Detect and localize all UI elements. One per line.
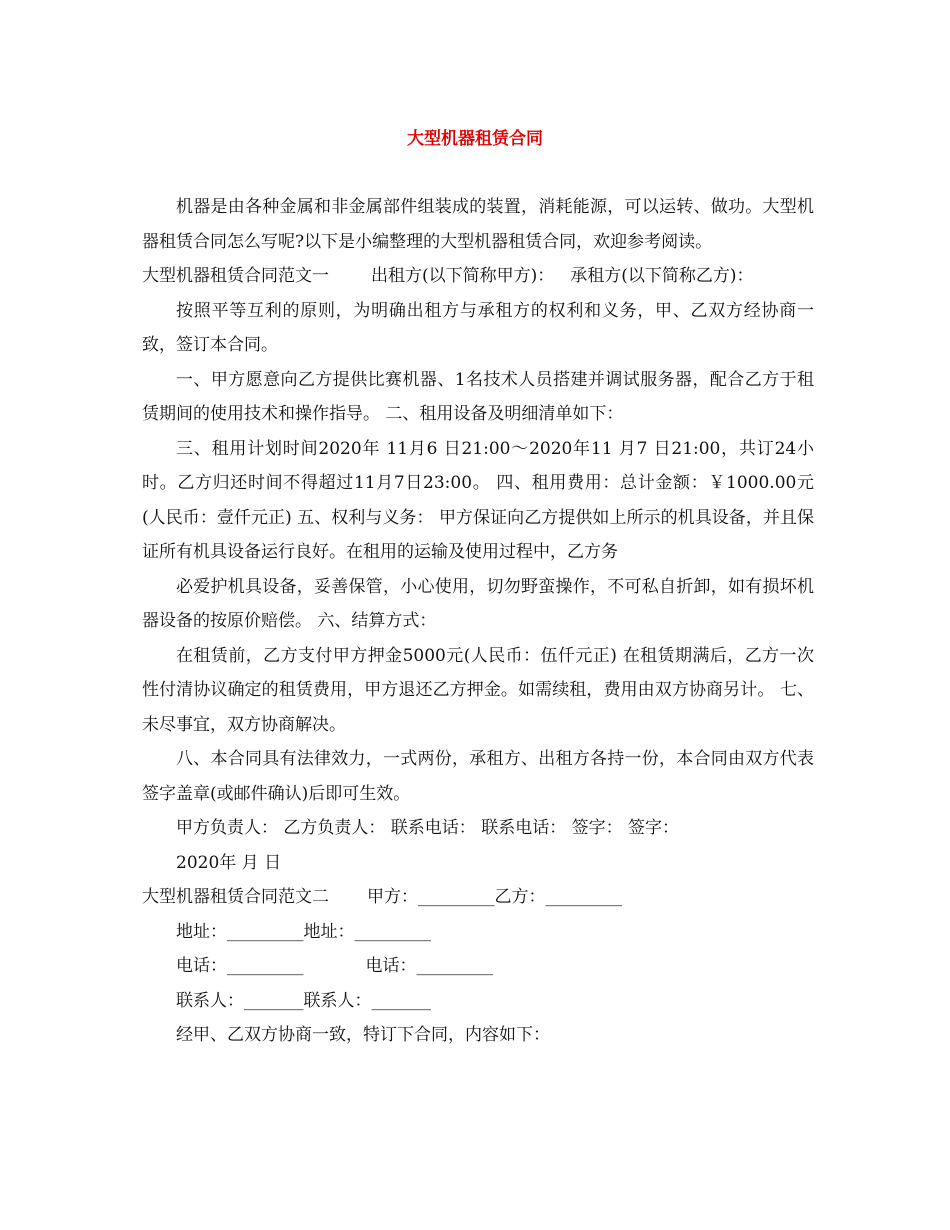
party-a-phone: 电话：_________ [176,956,304,976]
principle-paragraph: 按照平等互利的原则，为明确出租方与承租方的权利和义务，甲、乙双方经协商一致，签订本合同。 [142,300,814,355]
settlement-paragraph: 在租赁前，乙方支付甲方押金5000元(人民币：伍仟元正) 在租赁期满后，乙方一次性付清协议确定的租赁费用，甲方退还乙方押金。如需续租，费用由双方协商另计。 七、未尽事宜，双方协商解决。 [142,645,814,735]
date-line: 2020年 月 日 [176,852,282,873]
contact-person-line: 联系人：_______联系人：_______ [176,990,431,1011]
clause-five-continued-paragraph: 必爱护机具设备，妥善保管，小心使用，切勿野蛮操作，不可私自折卸，如有损坏机器设备的按原价赔偿。 六、结算方式： [142,576,814,631]
sample-two-header-line [142,880,814,915]
lessor-label: 出租方(以下简称甲方)： [371,266,555,286]
lessee-label: 承租方(以下简称乙方)： [570,266,754,286]
sample-one-header-line [142,259,814,294]
agreement-intro-line: 经甲、乙双方协商一致，特订下合同，内容如下： [176,1025,550,1045]
sample-one-heading: 大型机器租赁合同范文一 [142,266,329,286]
clause-eight-paragraph: 八、本合同具有法律效力，一式两份，承租方、出租方各持一份，本合同由双方代表签字盖章(或邮件确认)后即可生效。 [142,749,814,804]
address-line: 地址：_________地址：_________ [176,921,431,942]
party-names-line: 甲方：_________乙方：_________ [367,887,622,907]
clause-three-paragraph: 三、租用计划时间2020年 11月6 日21:00～2020年11 月7 日21:00，共订24小时。乙方归还时间不得超过11月7日23:00。 四、租用费用：总计金额：￥1000.00元(人民币：壹仟元正) 五、权利与义务： 甲方保证向乙方提供如上所示的机具设备，并且保证所有机具设备运行良好。在租用的运输及使用过程中，乙方务 [142,438,814,562]
document-title: 大型机器租赁合同 [407,129,543,149]
document-body [142,190,814,1053]
clause-one-paragraph: 一、甲方愿意向乙方提供比赛机器、1名技术人员搭建并调试服务器，配合乙方于租赁期间的使用技术和操作指导。 二、租用设备及明细清单如下： [142,369,814,424]
intro-paragraph: 机器是由各种金属和非金属部件组装成的装置，消耗能源，可以运转、做功。大型机器租赁合同怎么写呢?以下是小编整理的大型机器租赁合同，欢迎参考阅读。 [142,197,814,252]
sample-two-heading: 大型机器租赁合同范文二 [142,887,329,907]
signature-line: 甲方负责人： 乙方负责人： 联系电话： 联系电话： 签字： 签字： [176,818,680,838]
phone-line [142,949,814,984]
party-b-phone: 电话：_________ [365,956,493,976]
